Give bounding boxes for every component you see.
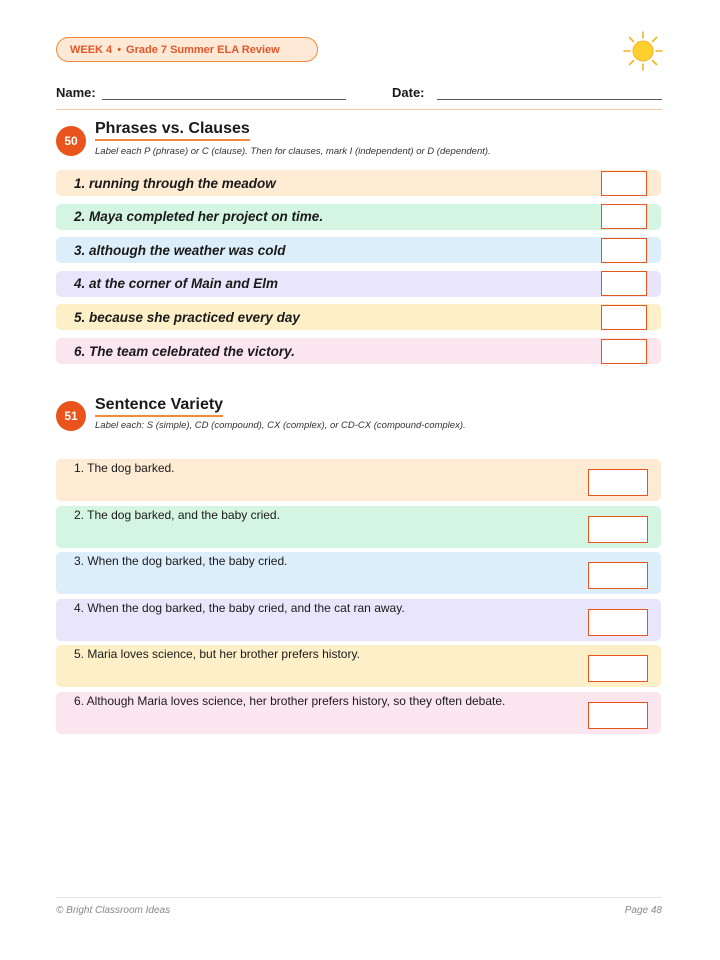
answer-box[interactable] xyxy=(601,339,647,364)
answer-box[interactable] xyxy=(601,305,647,330)
answer-box[interactable] xyxy=(588,562,648,589)
answer-box[interactable] xyxy=(588,655,648,682)
list-item xyxy=(56,170,661,196)
list-item xyxy=(56,645,661,687)
section-number-badge: 50 xyxy=(56,126,86,156)
section-title xyxy=(95,396,223,417)
name-date-row xyxy=(56,85,662,105)
title-underline xyxy=(95,415,223,417)
date-field[interactable] xyxy=(437,99,662,100)
title-underline xyxy=(95,139,250,141)
week-label: WEEK 4 xyxy=(70,43,113,56)
footer-copyright: © Bright Classroom Ideas xyxy=(56,905,171,916)
answer-box[interactable] xyxy=(601,171,647,196)
answer-box[interactable] xyxy=(588,516,648,543)
section-instruction: Label each P (phrase) or C (clause). Then for clauses, mark I (independent) or D (dependent). xyxy=(95,146,491,157)
section-title xyxy=(95,120,250,141)
list-item xyxy=(56,552,661,594)
header-divider xyxy=(56,109,662,110)
item-text: 4. When the dog barked, the baby cried, and the cat ran away. xyxy=(74,600,405,615)
list-item xyxy=(56,599,661,641)
answer-box[interactable] xyxy=(601,271,647,296)
list-item xyxy=(56,692,661,734)
course-label: Grade 7 Summer ELA Review xyxy=(126,43,280,56)
sun-icon xyxy=(622,30,664,72)
answer-box[interactable] xyxy=(601,204,647,229)
name-field[interactable] xyxy=(102,99,346,100)
list-item xyxy=(56,237,661,263)
item-text: 6. Although Maria loves science, her brother prefers history, so they often debate. xyxy=(74,694,506,708)
item-text: 3. although the weather was cold xyxy=(74,242,286,258)
list-item xyxy=(56,459,661,501)
list-item xyxy=(56,338,661,364)
section-title-text: Phrases vs. Clauses xyxy=(95,120,250,137)
item-text: 2. The dog barked, and the baby cried. xyxy=(74,507,280,522)
date-label: Date: xyxy=(392,85,425,100)
name-label: Name: xyxy=(56,85,96,100)
section-title-text: Sentence Variety xyxy=(95,396,224,413)
answer-box[interactable] xyxy=(588,469,648,496)
week-separator: • xyxy=(117,43,122,56)
answer-box[interactable] xyxy=(588,609,648,636)
week-badge xyxy=(56,37,318,62)
list-item xyxy=(56,506,661,548)
list-item xyxy=(56,204,661,230)
item-text: 5. because she practiced every day xyxy=(74,309,300,325)
answer-box[interactable] xyxy=(588,702,648,729)
item-text: 3. When the dog barked, the baby cried. xyxy=(74,554,288,569)
section-instruction: Label each: S (simple), CD (compound), CX (complex), or CD-CX (compound-complex). xyxy=(95,420,466,431)
item-text: 6. The team celebrated the victory. xyxy=(74,343,295,359)
item-text: 1. The dog barked. xyxy=(74,461,175,475)
item-text: 5. Maria loves science, but her brother prefers history. xyxy=(74,647,360,662)
footer-page-number: Page 48 xyxy=(624,905,662,916)
item-text: 1. running through the meadow xyxy=(74,175,276,191)
answer-box[interactable] xyxy=(601,238,647,263)
item-text: 2. Maya completed her project on time. xyxy=(74,209,324,225)
item-text: 4. at the corner of Main and Elm xyxy=(74,276,279,292)
list-item xyxy=(56,304,661,330)
section-number-badge: 51 xyxy=(56,401,86,431)
list-item xyxy=(56,271,661,297)
footer-divider xyxy=(56,897,662,898)
